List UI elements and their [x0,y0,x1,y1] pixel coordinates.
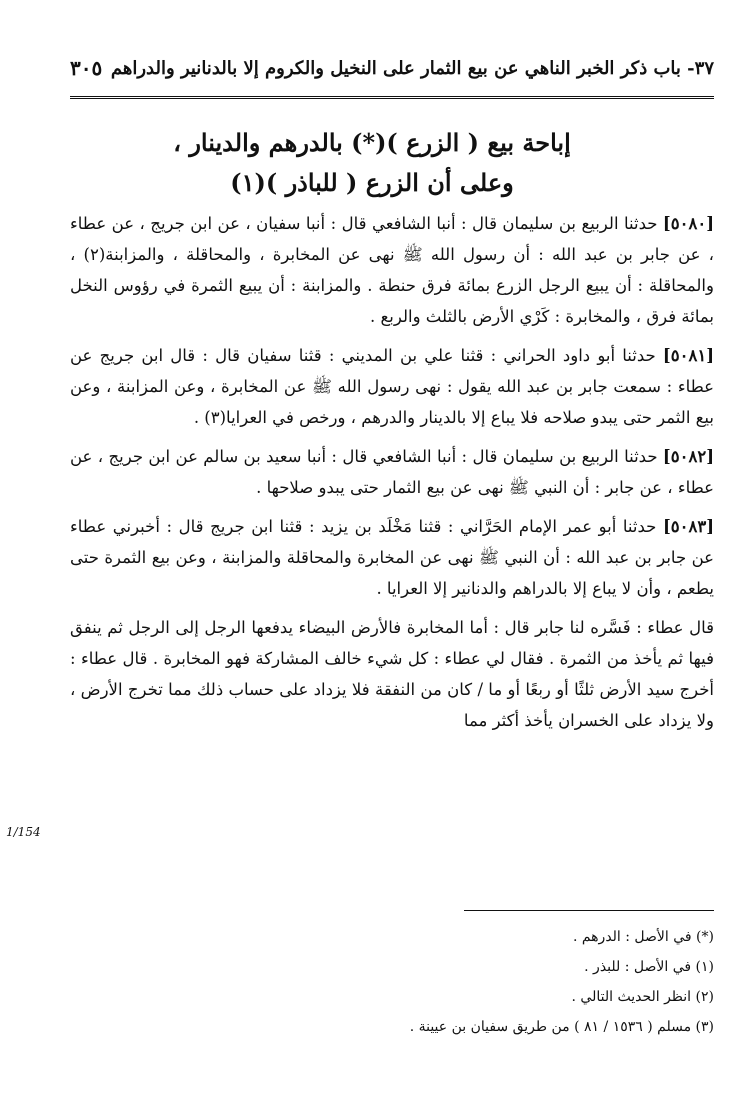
commentary-text: قال عطاء : فَسَّره لنا جابر قال : أما المخابرة فالأرض البيضاء يدفعها الرجل إلى الرجل ثم ينفق فيها ثم يأخذ من الثمرة . فقال لي عطاء : كل شيء خالف المشاركة فهو المخابرة . قال عطاء : أخرج سيد الأرض ثلثًا أو ربعًا أو ما / كان من النفقة فلا يزداد على حساب ذلك مما تخرج الأرض ، ولا يزداد على الخسران يأخذ أكثر مما [70,618,714,730]
hadith-text: حدثنا أبو عمر الإمام الحَرَّاني : قثنا مَخْلَد بن يزيد : قثنا ابن جريج قال : أخبرني عطاء عن جابر بن عبد الله : أن النبي ﷺ نهى عن المخابرة والمحاقلة والمزابنة ، وعن بيع الثمرة حتى يطعم ، وأن لا يباع إلا بالدراهم والدنانير إلا العرايا . [70,517,714,598]
hadith-number: [٥٠٨٢] [662,447,714,466]
page-number: ٣٠٥ [70,56,103,80]
hadith-text: حدثنا الربيع بن سليمان قال : أنبا الشافعي قال : أنبا سعيد بن سالم عن ابن جريج ، عن عطاء ، عن جابر : أن النبي ﷺ نهى عن بيع الثمار حتى يبدو صلاحها . [70,447,714,497]
hadith-paragraph [70,511,714,604]
chapter-title-line-2: وعلى أن الزرع ( للباذر )(١) [230,168,514,197]
footnote: (٣) مسلم ( ١٥٣٦ / ٨١ ) من طريق سفيان بن عيينة . [409,1019,714,1035]
footnote-divider [464,910,714,911]
page-header [70,52,714,99]
hadith-paragraph [70,441,714,503]
margin-reference: 1/154 [6,825,41,839]
hadith-number: [٥٠٨١] [662,346,714,365]
hadith-number: [٥٠٨٠] [662,214,714,233]
hadith-paragraph [70,208,714,332]
hadith-text: حدثنا الربيع بن سليمان قال : أنبا الشافعي قال : أنبا سفيان ، عن ابن جريج ، عن عطاء ، عن جابر بن عبد الله : أن رسول الله ﷺ نهى عن المخابرة ، والمحاقلة ، والمزابنة(٢) ، والمحاقلة : أن يبيع الرجل الزرع بمائة فرق حنطة . والمزابنة : أن يبيع الثمرة في رؤوس النخل بمائة فرق ، والمخابرة : كَرْي الأرض بالثلث والربع . [70,214,715,326]
hadith-paragraph [70,340,714,433]
commentary-paragraph [70,612,714,736]
running-title: ٣٧- باب ذكر الخبر الناهي عن بيع الثمار على النخيل والكروم إلا بالدنانير والدراهم [110,58,714,79]
hadith-text: حدثنا أبو داود الحراني : قثنا علي بن المديني : قثنا سفيان قال : قال ابن جريج عن عطاء : سمعت جابر بن عبد الله يقول : نهى رسول الله ﷺ عن المخابرة ، وعن المزابنة ، وعن بيع الثمر حتى يبدو صلاحه فلا يباع إلا بالدينار والدرهم ، ورخص في العرايا(٣) . [70,346,714,427]
footnotes [70,922,714,1042]
footnote: (*) في الأصل : الدرهم . [572,929,714,945]
footnote: (٢) انظر الحديث التالي . [571,989,714,1005]
footnote: (١) في الأصل : للبذر . [584,959,714,975]
hadith-number: [٥٠٨٣] [662,517,715,536]
chapter-title-line-1: إباحة بيع ( الزرع )(*) بالدرهم والدينار ، [173,128,571,157]
body-text [70,208,714,744]
